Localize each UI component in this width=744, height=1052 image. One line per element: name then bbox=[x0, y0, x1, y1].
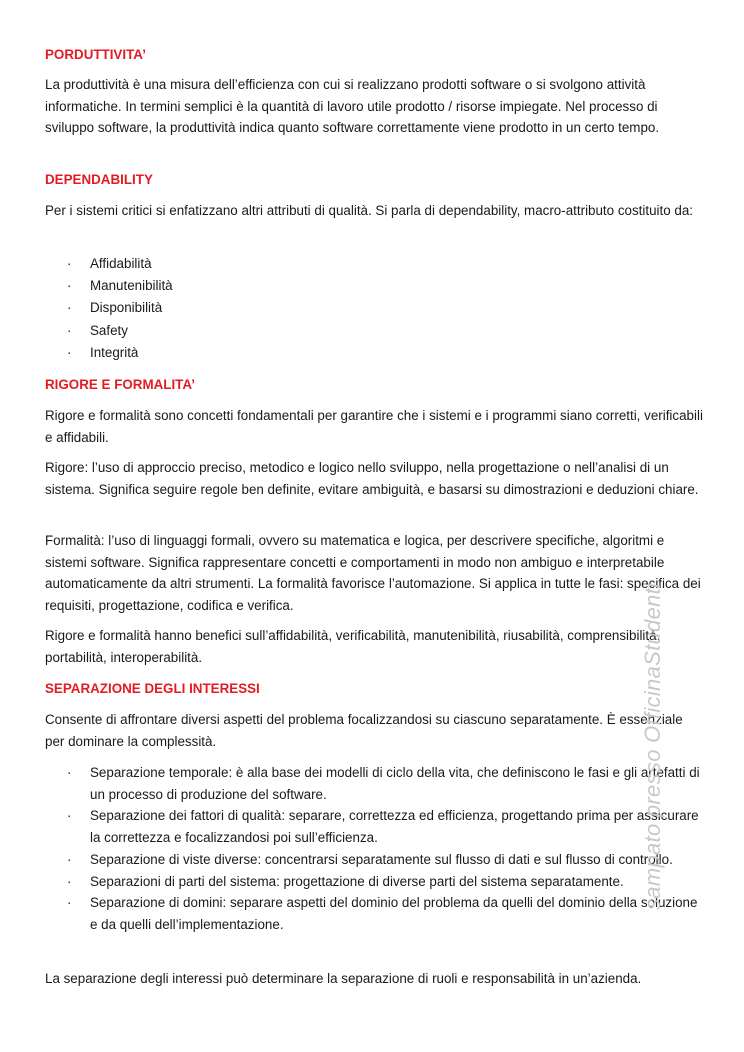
bullet: · bbox=[67, 808, 72, 824]
dependability-list bbox=[45, 253, 705, 364]
bullet: · bbox=[67, 256, 72, 271]
bullet: · bbox=[67, 300, 72, 316]
section-heading-produttivita: PORDUTTIVITA’ bbox=[45, 47, 146, 62]
paragraph: Rigore e formalità sono concetti fondamentali per garantire che i sistemi e i programmi siano corretti, verificabili e affidabili. bbox=[45, 408, 703, 445]
bullet: · bbox=[67, 278, 72, 294]
list-item: · Separazioni di parti del sistema: progettazione di diverse parti del sistema separatamente. bbox=[45, 871, 705, 893]
list-item: · Separazione temporale: è alla base dei modelli di ciclo della vita, che definiscono le fasi e gli artefatti di un processo di produzione del software. bbox=[45, 762, 705, 805]
bullet: · bbox=[67, 344, 72, 360]
list-item: · Separazione dei fattori di qualità: separare, correttezza ed efficienza, progettando prima per assicurare la correttezza e focalizzandosi poi sull’efficienza. bbox=[45, 805, 705, 848]
paragraph: La separazione degli interessi può determinare la separazione di ruoli e responsabilità in un’azienda. bbox=[45, 971, 642, 986]
paragraph: La produttività è una misura dell’efficienza con cui si realizzano prodotti software o si svolgono attività informatiche. In termini semplici è la quantità di lavoro utile prodotto / risorse impiegate. Nel processo di sviluppo software, la produttività indica quanto software correttamente viene prodotto in un certo tempo. bbox=[45, 77, 660, 135]
bullet: · bbox=[67, 765, 72, 780]
paragraph: Rigore: l’uso di approccio preciso, metodico e logico nello sviluppo, nella progettazione o nell’analisi di un sistema. Significa seguire regole ben definite, evitare ambiguità, e basarsi su dimostrazioni e deduzioni chiare. bbox=[45, 460, 699, 497]
list-item: · Integrità bbox=[45, 342, 705, 364]
paragraph: Formalità: l’uso di linguaggi formali, ovvero su matematica e logica, per descrivere specifiche, algoritmi e sistemi software. Significa rappresentare concetti e comportamenti in modo non ambiguo e interpretabile automaticamente da altri strumenti. La formalità favorisce l’automazione. Si applica in tutte le fasi: specifica dei requisiti, progettazione, codifica e verifica. bbox=[45, 533, 701, 613]
list-item: · Disponibilità bbox=[45, 297, 705, 319]
paragraph: Per i sistemi critici si enfatizzano altri attributi di qualità. Si parla di dependability, macro-attributo costituito da: bbox=[45, 203, 694, 218]
section-heading-rigore-formalita: RIGORE E FORMALITA’ bbox=[45, 377, 196, 392]
watermark: sampato presso OfficinaStudenti bbox=[640, 582, 665, 910]
list-item: · Safety bbox=[45, 320, 705, 342]
section-heading-separazione-interessi: SEPARAZIONE DEGLI INTERESSI bbox=[45, 681, 260, 696]
bullet: · bbox=[67, 873, 72, 889]
paragraph: Rigore e formalità hanno benefici sull’affidabilità, verificabilità, manutenibilità, riusabilità, comprensibilità, portabilità, interoperabilità. bbox=[45, 628, 661, 665]
bullet: · bbox=[67, 851, 72, 867]
paragraph: Consente di affrontare diversi aspetti del problema focalizzandosi su ciascuno separatamente. È essenziale per dominare la complessità. bbox=[45, 712, 683, 749]
list-item: · Separazione di domini: separare aspetti del dominio del problema da quelli del dominio della soluzione e da quelli dell’implementazione. bbox=[45, 892, 705, 935]
section-heading-dependability: DEPENDABILITY bbox=[45, 172, 153, 187]
list-item: · Affidabilità bbox=[45, 253, 705, 275]
bullet: · bbox=[67, 895, 72, 911]
list-item: · Manutenibilità bbox=[45, 275, 705, 297]
bullet: · bbox=[67, 322, 72, 338]
list-item: · Separazione di viste diverse: concentrarsi separatamente sul flusso di dati e sul flusso di controllo. bbox=[45, 849, 705, 871]
separazione-list bbox=[45, 762, 705, 936]
